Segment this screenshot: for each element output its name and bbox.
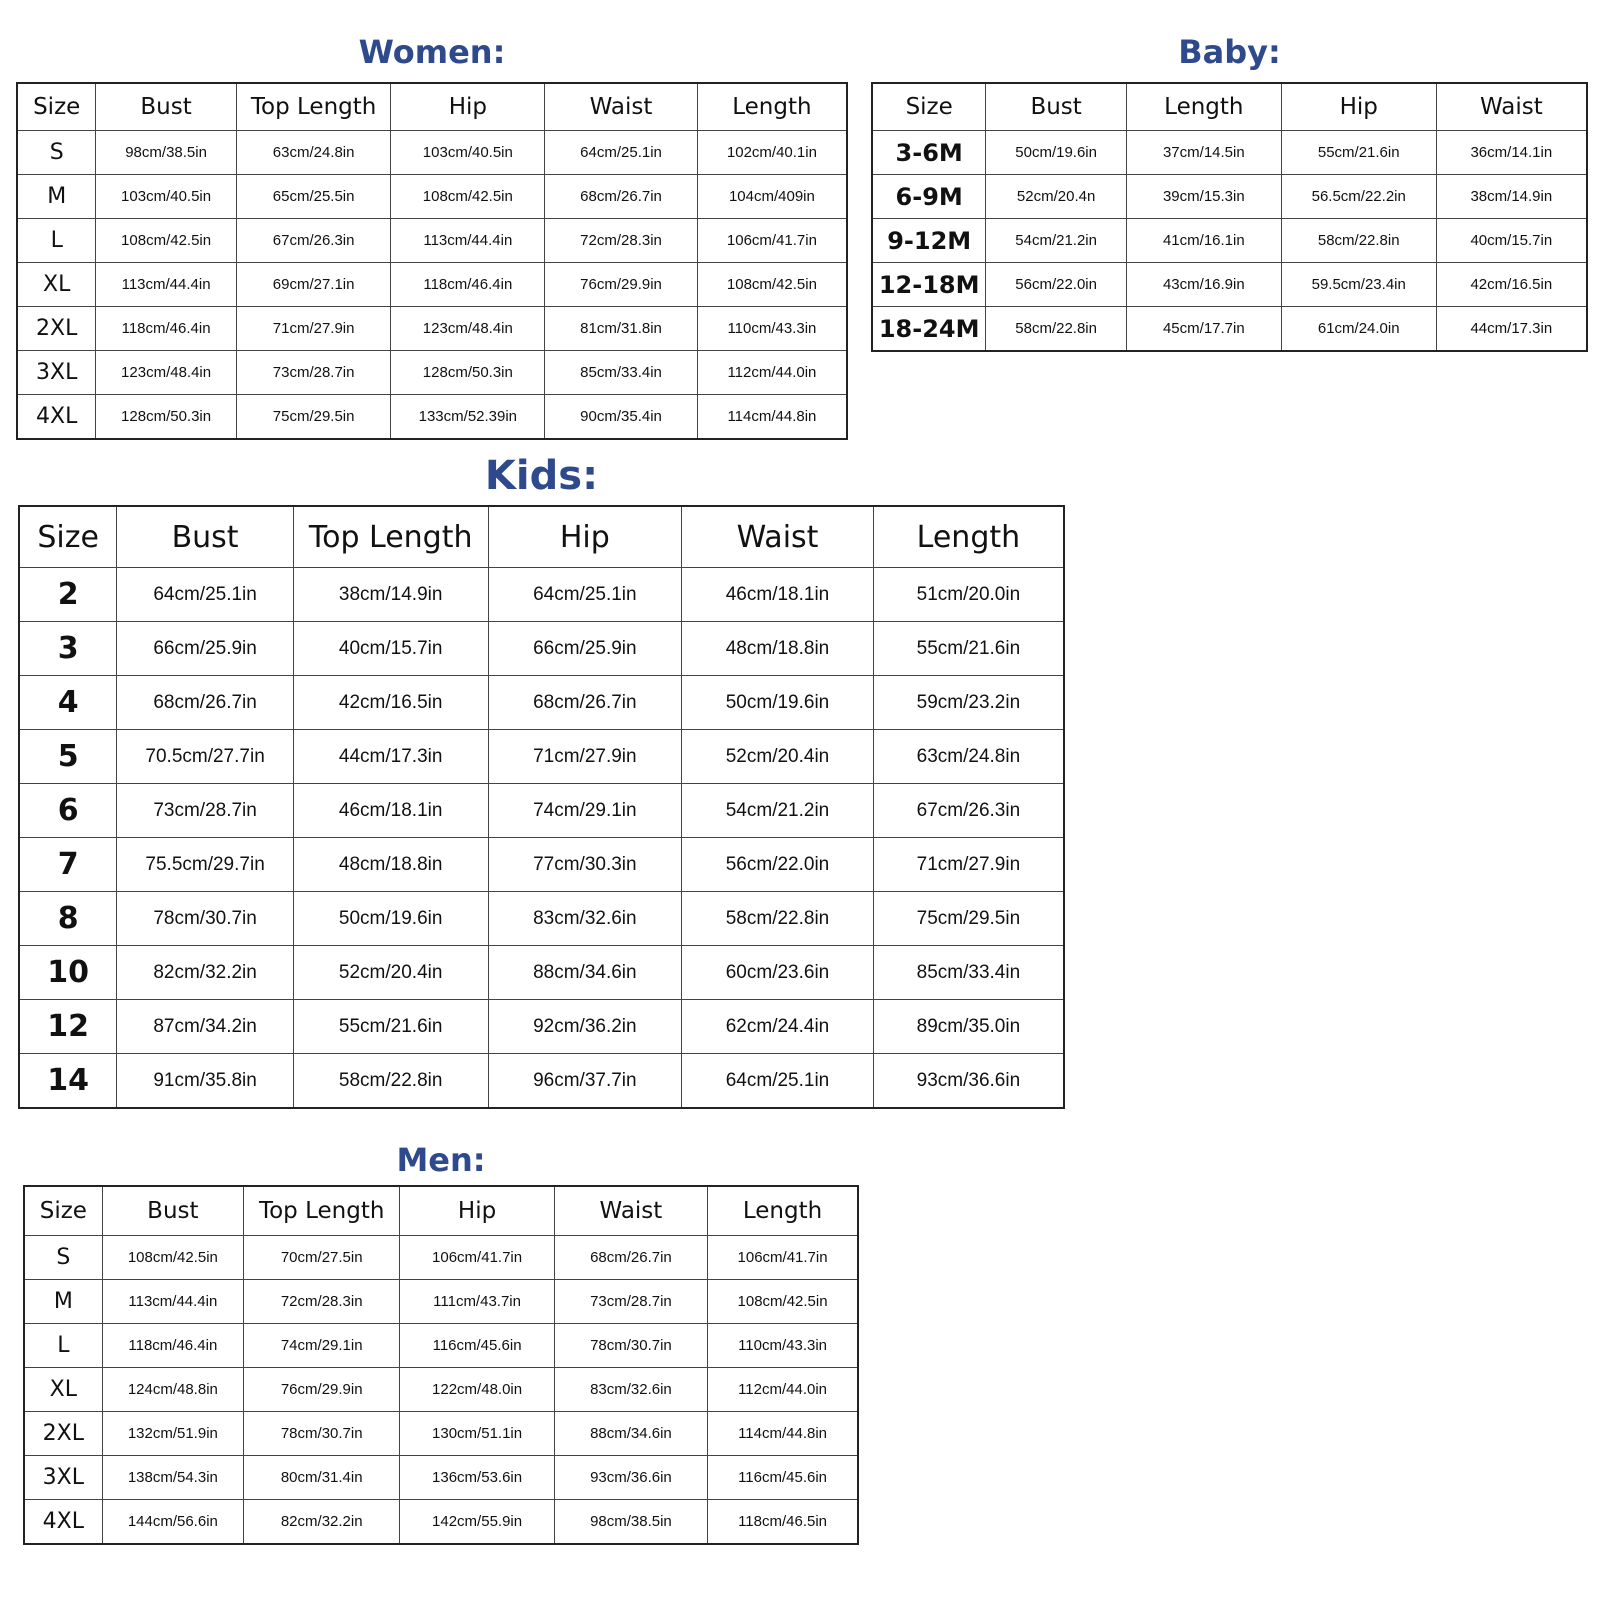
column-header: Bust — [96, 83, 236, 131]
measurement-cell: 108cm/42.5in — [96, 219, 236, 263]
measurement-cell: 103cm/40.5in — [391, 131, 545, 175]
measurement-cell: 98cm/38.5in — [554, 1500, 707, 1545]
measurement-cell: 68cm/26.7in — [117, 676, 294, 730]
measurement-cell: 36cm/14.1in — [1436, 131, 1587, 175]
measurement-cell: 58cm/22.8in — [293, 1054, 488, 1109]
measurement-cell: 50cm/19.6in — [293, 892, 488, 946]
measurement-cell: 71cm/27.9in — [236, 307, 391, 351]
measurement-cell: 70.5cm/27.7in — [117, 730, 294, 784]
measurement-cell: 92cm/36.2in — [488, 1000, 682, 1054]
measurement-cell: 77cm/30.3in — [488, 838, 682, 892]
column-header: Hip — [488, 506, 682, 568]
measurement-cell: 78cm/30.7in — [244, 1412, 400, 1456]
size-cell: 3XL — [24, 1456, 102, 1500]
column-header: Length — [873, 506, 1064, 568]
table-row — [19, 568, 1064, 622]
measurement-cell: 60cm/23.6in — [682, 946, 874, 1000]
size-cell: S — [24, 1236, 102, 1280]
measurement-cell: 73cm/28.7in — [236, 351, 391, 395]
size-cell: 3 — [19, 622, 117, 676]
measurement-cell: 65cm/25.5in — [236, 175, 391, 219]
table-row — [19, 892, 1064, 946]
table-row — [24, 1368, 858, 1412]
measurement-cell: 88cm/34.6in — [554, 1412, 707, 1456]
size-cell: M — [17, 175, 96, 219]
measurement-cell: 48cm/18.8in — [293, 838, 488, 892]
men-size-table — [23, 1185, 859, 1545]
column-header: Length — [1126, 83, 1281, 131]
measurement-cell: 71cm/27.9in — [488, 730, 682, 784]
measurement-cell: 128cm/50.3in — [391, 351, 545, 395]
measurement-cell: 55cm/21.6in — [1281, 131, 1436, 175]
measurement-cell: 68cm/26.7in — [488, 676, 682, 730]
table-header-row — [19, 506, 1064, 568]
table-row — [872, 263, 1587, 307]
measurement-cell: 113cm/44.4in — [102, 1280, 243, 1324]
measurement-cell: 106cm/41.7in — [708, 1236, 858, 1280]
table-row — [17, 263, 847, 307]
column-header: Top Length — [236, 83, 391, 131]
table-row — [19, 622, 1064, 676]
measurement-cell: 144cm/56.6in — [102, 1500, 243, 1545]
column-header: Size — [24, 1186, 102, 1236]
measurement-cell: 50cm/19.6in — [682, 676, 874, 730]
measurement-cell: 61cm/24.0in — [1281, 307, 1436, 352]
table-row — [872, 131, 1587, 175]
measurement-cell: 67cm/26.3in — [236, 219, 391, 263]
table-row — [17, 307, 847, 351]
measurement-cell: 111cm/43.7in — [400, 1280, 554, 1324]
table-row — [19, 838, 1064, 892]
size-cell: 10 — [19, 946, 117, 1000]
measurement-cell: 113cm/44.4in — [391, 219, 545, 263]
measurement-cell: 66cm/25.9in — [117, 622, 294, 676]
column-header: Waist — [545, 83, 698, 131]
measurement-cell: 41cm/16.1in — [1126, 219, 1281, 263]
measurement-cell: 39cm/15.3in — [1126, 175, 1281, 219]
measurement-cell: 87cm/34.2in — [117, 1000, 294, 1054]
table-row — [19, 784, 1064, 838]
measurement-cell: 75cm/29.5in — [873, 892, 1064, 946]
column-header: Size — [19, 506, 117, 568]
measurement-cell: 82cm/32.2in — [117, 946, 294, 1000]
measurement-cell: 74cm/29.1in — [488, 784, 682, 838]
measurement-cell: 38cm/14.9in — [1436, 175, 1587, 219]
measurement-cell: 52cm/20.4n — [986, 175, 1127, 219]
table-row — [872, 175, 1587, 219]
measurement-cell: 122cm/48.0in — [400, 1368, 554, 1412]
measurement-cell: 44cm/17.3in — [293, 730, 488, 784]
table-row — [19, 1054, 1064, 1109]
measurement-cell: 90cm/35.4in — [545, 395, 698, 440]
measurement-cell: 52cm/20.4in — [293, 946, 488, 1000]
measurement-cell: 37cm/14.5in — [1126, 131, 1281, 175]
measurement-cell: 88cm/34.6in — [488, 946, 682, 1000]
measurement-cell: 38cm/14.9in — [293, 568, 488, 622]
measurement-cell: 50cm/19.6in — [986, 131, 1127, 175]
measurement-cell: 64cm/25.1in — [545, 131, 698, 175]
measurement-cell: 116cm/45.6in — [400, 1324, 554, 1368]
measurement-cell: 89cm/35.0in — [873, 1000, 1064, 1054]
baby-section-title: Baby: — [1178, 33, 1281, 71]
size-cell: 12 — [19, 1000, 117, 1054]
table-row — [17, 175, 847, 219]
column-header: Hip — [400, 1186, 554, 1236]
measurement-cell: 108cm/42.5in — [391, 175, 545, 219]
table-row — [24, 1500, 858, 1545]
measurement-cell: 142cm/55.9in — [400, 1500, 554, 1545]
measurement-cell: 52cm/20.4in — [682, 730, 874, 784]
measurement-cell: 112cm/44.0in — [697, 351, 847, 395]
table-row — [17, 395, 847, 440]
table-row — [872, 307, 1587, 352]
column-header: Bust — [117, 506, 294, 568]
measurement-cell: 118cm/46.4in — [102, 1324, 243, 1368]
measurement-cell: 82cm/32.2in — [244, 1500, 400, 1545]
column-header: Top Length — [244, 1186, 400, 1236]
measurement-cell: 128cm/50.3in — [96, 395, 236, 440]
measurement-cell: 81cm/31.8in — [545, 307, 698, 351]
size-cell: XL — [24, 1368, 102, 1412]
size-cell: 4XL — [24, 1500, 102, 1545]
measurement-cell: 110cm/43.3in — [697, 307, 847, 351]
size-cell: M — [24, 1280, 102, 1324]
measurement-cell: 44cm/17.3in — [1436, 307, 1587, 352]
measurement-cell: 56.5cm/22.2in — [1281, 175, 1436, 219]
size-cell: 18-24M — [872, 307, 986, 352]
baby-size-table — [871, 82, 1588, 352]
measurement-cell: 63cm/24.8in — [236, 131, 391, 175]
measurement-cell: 70cm/27.5in — [244, 1236, 400, 1280]
measurement-cell: 67cm/26.3in — [873, 784, 1064, 838]
measurement-cell: 108cm/42.5in — [697, 263, 847, 307]
measurement-cell: 108cm/42.5in — [102, 1236, 243, 1280]
measurement-cell: 58cm/22.8in — [1281, 219, 1436, 263]
table-row — [17, 131, 847, 175]
measurement-cell: 110cm/43.3in — [708, 1324, 858, 1368]
measurement-cell: 62cm/24.4in — [682, 1000, 874, 1054]
measurement-cell: 93cm/36.6in — [873, 1054, 1064, 1109]
measurement-cell: 104cm/409in — [697, 175, 847, 219]
column-header: Bust — [986, 83, 1127, 131]
measurement-cell: 56cm/22.0in — [986, 263, 1127, 307]
kids-size-table — [18, 505, 1065, 1109]
size-cell: 14 — [19, 1054, 117, 1109]
size-cell: S — [17, 131, 96, 175]
size-cell: 4 — [19, 676, 117, 730]
measurement-cell: 56cm/22.0in — [682, 838, 874, 892]
measurement-cell: 46cm/18.1in — [682, 568, 874, 622]
size-cell: L — [24, 1324, 102, 1368]
measurement-cell: 48cm/18.8in — [682, 622, 874, 676]
measurement-cell: 123cm/48.4in — [391, 307, 545, 351]
measurement-cell: 68cm/26.7in — [545, 175, 698, 219]
measurement-cell: 112cm/44.0in — [708, 1368, 858, 1412]
measurement-cell: 71cm/27.9in — [873, 838, 1064, 892]
measurement-cell: 106cm/41.7in — [697, 219, 847, 263]
measurement-cell: 80cm/31.4in — [244, 1456, 400, 1500]
size-cell: 2XL — [24, 1412, 102, 1456]
table-row — [19, 946, 1064, 1000]
measurement-cell: 59cm/23.2in — [873, 676, 1064, 730]
column-header: Top Length — [293, 506, 488, 568]
measurement-cell: 136cm/53.6in — [400, 1456, 554, 1500]
table-row — [17, 351, 847, 395]
measurement-cell: 74cm/29.1in — [244, 1324, 400, 1368]
measurement-cell: 132cm/51.9in — [102, 1412, 243, 1456]
table-header-row — [24, 1186, 858, 1236]
kids-section-title: Kids: — [484, 453, 599, 499]
size-cell: L — [17, 219, 96, 263]
column-header: Size — [17, 83, 96, 131]
measurement-cell: 78cm/30.7in — [117, 892, 294, 946]
table-row — [24, 1456, 858, 1500]
measurement-cell: 58cm/22.8in — [986, 307, 1127, 352]
measurement-cell: 96cm/37.7in — [488, 1054, 682, 1109]
measurement-cell: 118cm/46.4in — [391, 263, 545, 307]
column-header: Waist — [554, 1186, 707, 1236]
measurement-cell: 42cm/16.5in — [293, 676, 488, 730]
size-cell: 7 — [19, 838, 117, 892]
measurement-cell: 64cm/25.1in — [117, 568, 294, 622]
size-cell: 6-9M — [872, 175, 986, 219]
measurement-cell: 75.5cm/29.7in — [117, 838, 294, 892]
table-row — [24, 1324, 858, 1368]
measurement-cell: 72cm/28.3in — [244, 1280, 400, 1324]
size-cell: 12-18M — [872, 263, 986, 307]
measurement-cell: 51cm/20.0in — [873, 568, 1064, 622]
column-header: Size — [872, 83, 986, 131]
measurement-cell: 75cm/29.5in — [236, 395, 391, 440]
column-header: Hip — [391, 83, 545, 131]
size-cell: 3-6M — [872, 131, 986, 175]
women-size-table — [16, 82, 848, 440]
size-cell: 2XL — [17, 307, 96, 351]
table-row — [19, 1000, 1064, 1054]
measurement-cell: 114cm/44.8in — [708, 1412, 858, 1456]
measurement-cell: 76cm/29.9in — [545, 263, 698, 307]
measurement-cell: 76cm/29.9in — [244, 1368, 400, 1412]
measurement-cell: 55cm/21.6in — [293, 1000, 488, 1054]
measurement-cell: 113cm/44.4in — [96, 263, 236, 307]
size-cell: 8 — [19, 892, 117, 946]
measurement-cell: 72cm/28.3in — [545, 219, 698, 263]
measurement-cell: 42cm/16.5in — [1436, 263, 1587, 307]
measurement-cell: 46cm/18.1in — [293, 784, 488, 838]
table-row — [872, 219, 1587, 263]
measurement-cell: 83cm/32.6in — [488, 892, 682, 946]
measurement-cell: 91cm/35.8in — [117, 1054, 294, 1109]
table-row — [17, 219, 847, 263]
table-row — [24, 1280, 858, 1324]
measurement-cell: 83cm/32.6in — [554, 1368, 707, 1412]
column-header: Length — [708, 1186, 858, 1236]
column-header: Waist — [1436, 83, 1587, 131]
measurement-cell: 40cm/15.7in — [1436, 219, 1587, 263]
size-cell: 9-12M — [872, 219, 986, 263]
measurement-cell: 63cm/24.8in — [873, 730, 1064, 784]
measurement-cell: 102cm/40.1in — [697, 131, 847, 175]
measurement-cell: 64cm/25.1in — [488, 568, 682, 622]
measurement-cell: 130cm/51.1in — [400, 1412, 554, 1456]
column-header: Length — [697, 83, 847, 131]
measurement-cell: 54cm/21.2in — [986, 219, 1127, 263]
measurement-cell: 59.5cm/23.4in — [1281, 263, 1436, 307]
measurement-cell: 73cm/28.7in — [117, 784, 294, 838]
table-row — [19, 676, 1064, 730]
size-cell: XL — [17, 263, 96, 307]
measurement-cell: 93cm/36.6in — [554, 1456, 707, 1500]
measurement-cell: 55cm/21.6in — [873, 622, 1064, 676]
table-header-row — [872, 83, 1587, 131]
size-cell: 5 — [19, 730, 117, 784]
measurement-cell: 78cm/30.7in — [554, 1324, 707, 1368]
table-row — [24, 1236, 858, 1280]
measurement-cell: 85cm/33.4in — [873, 946, 1064, 1000]
measurement-cell: 124cm/48.8in — [102, 1368, 243, 1412]
measurement-cell: 123cm/48.4in — [96, 351, 236, 395]
column-header: Hip — [1281, 83, 1436, 131]
men-section-title: Men: — [396, 1141, 486, 1179]
measurement-cell: 98cm/38.5in — [96, 131, 236, 175]
measurement-cell: 118cm/46.4in — [96, 307, 236, 351]
measurement-cell: 138cm/54.3in — [102, 1456, 243, 1500]
measurement-cell: 68cm/26.7in — [554, 1236, 707, 1280]
measurement-cell: 85cm/33.4in — [545, 351, 698, 395]
measurement-cell: 40cm/15.7in — [293, 622, 488, 676]
column-header: Waist — [682, 506, 874, 568]
table-header-row — [17, 83, 847, 131]
measurement-cell: 116cm/45.6in — [708, 1456, 858, 1500]
measurement-cell: 106cm/41.7in — [400, 1236, 554, 1280]
measurement-cell: 73cm/28.7in — [554, 1280, 707, 1324]
measurement-cell: 54cm/21.2in — [682, 784, 874, 838]
column-header: Bust — [102, 1186, 243, 1236]
measurement-cell: 66cm/25.9in — [488, 622, 682, 676]
measurement-cell: 43cm/16.9in — [1126, 263, 1281, 307]
size-cell: 6 — [19, 784, 117, 838]
size-cell: 4XL — [17, 395, 96, 440]
size-cell: 3XL — [17, 351, 96, 395]
measurement-cell: 64cm/25.1in — [682, 1054, 874, 1109]
size-cell: 2 — [19, 568, 117, 622]
measurement-cell: 45cm/17.7in — [1126, 307, 1281, 352]
table-row — [24, 1412, 858, 1456]
measurement-cell: 133cm/52.39in — [391, 395, 545, 440]
measurement-cell: 108cm/42.5in — [708, 1280, 858, 1324]
measurement-cell: 118cm/46.5in — [708, 1500, 858, 1545]
measurement-cell: 103cm/40.5in — [96, 175, 236, 219]
table-row — [19, 730, 1064, 784]
women-section-title: Women: — [358, 33, 506, 71]
measurement-cell: 69cm/27.1in — [236, 263, 391, 307]
measurement-cell: 114cm/44.8in — [697, 395, 847, 440]
measurement-cell: 58cm/22.8in — [682, 892, 874, 946]
